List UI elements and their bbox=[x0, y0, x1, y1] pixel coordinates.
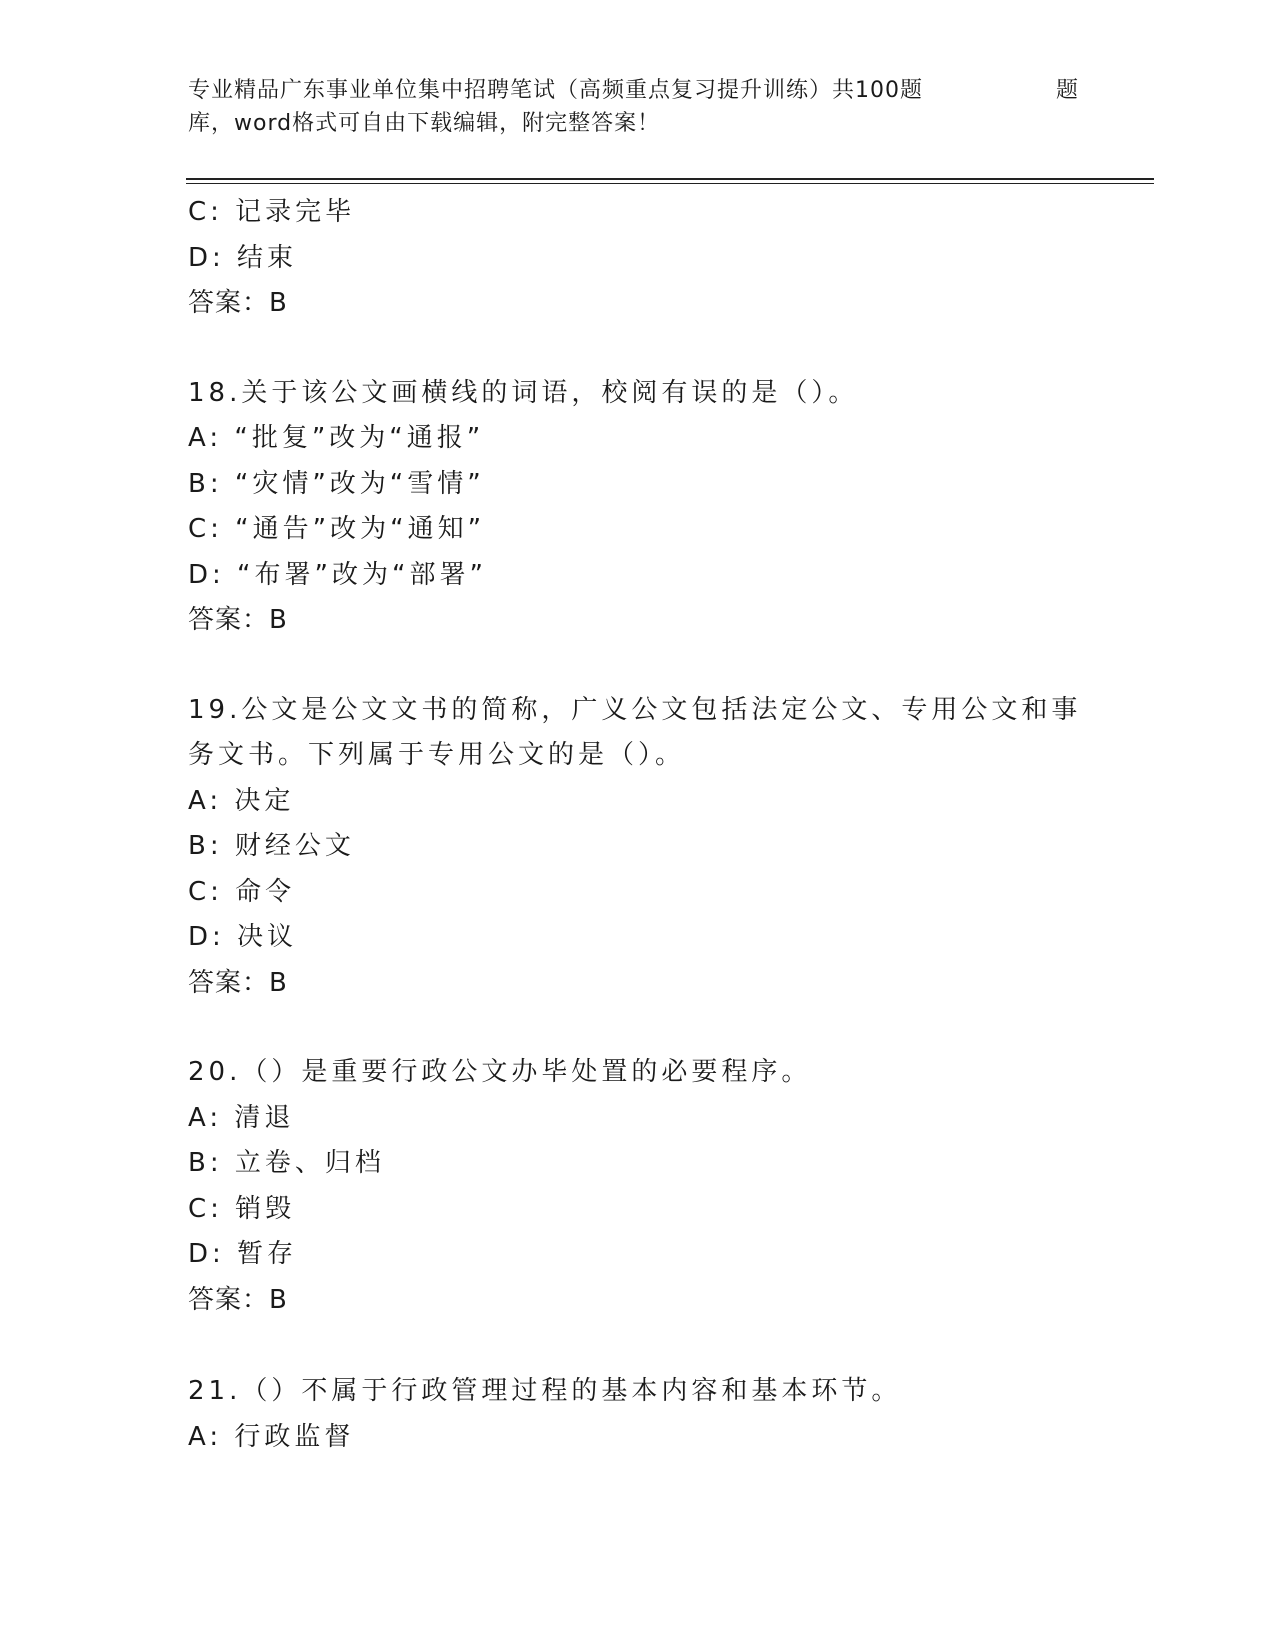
question-21 bbox=[188, 1369, 1088, 1460]
question-20 bbox=[188, 1050, 1088, 1323]
question-17-tail bbox=[188, 190, 1088, 327]
question-stem: 19.公文是公文文书的简称，广义公文包括法定公文、专用公文和事务文书。下列属于专用公文的是（）。 bbox=[188, 694, 1082, 770]
question-list bbox=[188, 190, 1088, 1460]
spacer bbox=[188, 644, 1088, 688]
header-title-trail: 题 bbox=[1056, 78, 1080, 103]
answer-line: 答案：B bbox=[188, 967, 288, 998]
option-a: A: 行政监督 bbox=[188, 1421, 355, 1452]
question-19 bbox=[188, 688, 1088, 1007]
spacer bbox=[188, 1323, 1088, 1369]
option-b: B: 立卷、归档 bbox=[188, 1148, 385, 1178]
document-header bbox=[188, 74, 1088, 140]
option-c: C: 命令 bbox=[188, 876, 296, 907]
option-b: B: 财经公文 bbox=[188, 831, 355, 861]
option-d: D: 结束 bbox=[188, 242, 298, 273]
header-title-line-1 bbox=[188, 74, 1088, 107]
question-stem: 18.关于该公文画横线的词语，校阅有误的是（）。 bbox=[188, 377, 859, 408]
option-c: C: “通告”改为“通知” bbox=[188, 514, 486, 544]
header-title-text: 专业精品广东事业单位集中招聘笔试（高频重点复习提升训练）共100题 bbox=[188, 78, 923, 103]
question-stem: 20.（）是重要行政公文办毕处置的必要程序。 bbox=[188, 1057, 812, 1087]
header-rule-thin bbox=[186, 183, 1154, 184]
header-rule-thick bbox=[186, 178, 1154, 180]
option-d: D: “布署”改为“部署” bbox=[188, 559, 487, 590]
option-c: C: 销毁 bbox=[188, 1193, 296, 1224]
answer-line: 答案：B bbox=[188, 288, 288, 318]
answer-line: 答案：B bbox=[188, 605, 288, 635]
option-c: C: 记录完毕 bbox=[188, 197, 356, 227]
question-stem: 21.（）不属于行政管理过程的基本内容和基本环节。 bbox=[188, 1376, 902, 1406]
option-a: A: 决定 bbox=[188, 785, 295, 816]
option-d: D: 暂存 bbox=[188, 1239, 298, 1269]
option-d: D: 决议 bbox=[188, 922, 298, 952]
spacer bbox=[188, 327, 1088, 371]
option-a: A: “批复”改为“通报” bbox=[188, 423, 485, 453]
option-b: B: “灾情”改为“雪情” bbox=[188, 468, 485, 499]
spacer bbox=[188, 1006, 1088, 1050]
question-18 bbox=[188, 371, 1088, 644]
option-a: A: 清退 bbox=[188, 1102, 295, 1133]
answer-line: 答案：B bbox=[188, 1284, 288, 1315]
header-title-line-2: 库，word格式可自由下载编辑，附完整答案！ bbox=[188, 111, 661, 136]
